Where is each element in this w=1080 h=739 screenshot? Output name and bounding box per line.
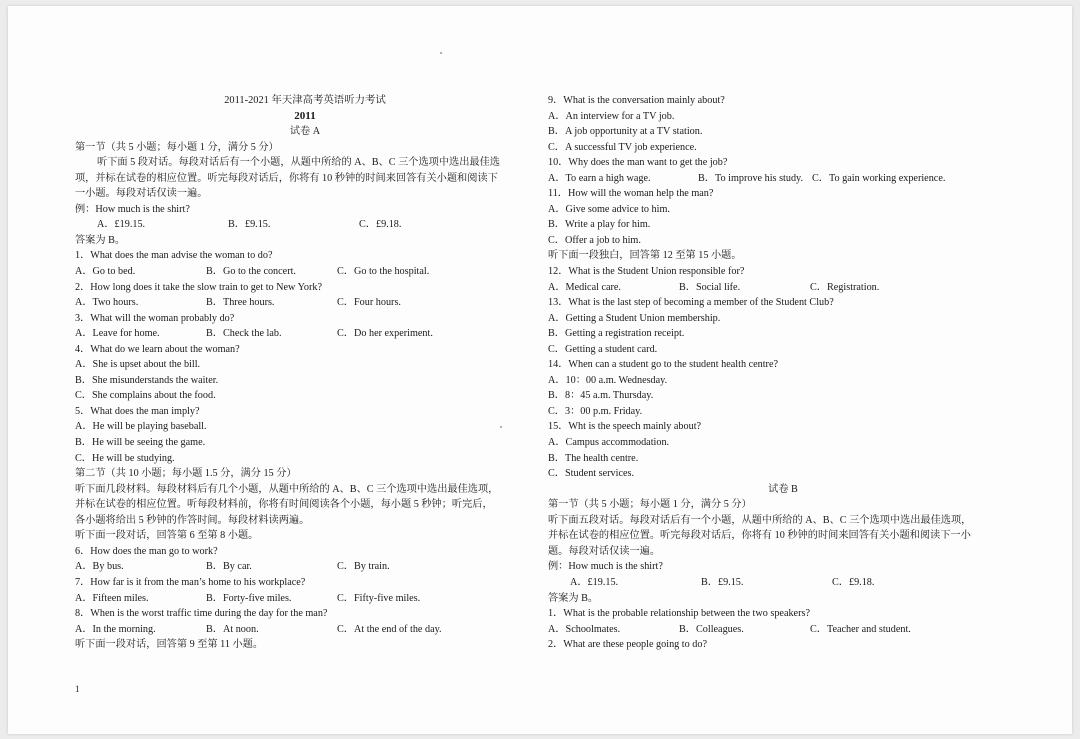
option-a: A．To earn a high wage.: [548, 172, 651, 184]
option-c: C．By train.: [337, 561, 390, 573]
option-a: A．By bus.: [75, 561, 124, 573]
option-c: C．Go to the hospital.: [337, 266, 430, 278]
question-10-options: [548, 171, 1018, 187]
option-b: B．Write a play for him.: [548, 219, 651, 231]
option-c: C．Student services.: [548, 468, 635, 480]
section1-instructions-line3: 一小题。每段对话仅读一遍。: [75, 188, 208, 200]
option-b: B．To improve his study.: [698, 172, 804, 184]
option-a: A．Schoolmates.: [548, 623, 621, 635]
option-a: A．Fifteen miles.: [75, 592, 149, 604]
year-heading: 2011: [294, 109, 316, 122]
option-c: C．3：00 p.m. Friday.: [548, 405, 643, 417]
question-5: 5．What does the man imply?: [75, 405, 200, 417]
option-a: A．Give some advice to him.: [548, 203, 670, 215]
question-1-options: [75, 264, 535, 280]
option-a: A．Getting a Student Union membership.: [548, 312, 721, 324]
left-column: [75, 93, 535, 653]
option-a: A．10：00 a.m. Wednesday.: [548, 374, 668, 386]
option-c: C．Offer a job to him.: [548, 234, 641, 246]
option-a: A．Go to bed.: [75, 266, 136, 278]
option-a: A．He will be playing baseball.: [75, 421, 207, 433]
question-9: 9．What is the conversation mainly about?: [548, 95, 725, 106]
paper-b-question-1-options: [548, 622, 1018, 638]
paper-b-example-answer: 答案为 B。: [548, 592, 599, 604]
option-c: C．Fifty-five miles.: [337, 592, 421, 604]
example-option-c: C．£9.18.: [832, 576, 875, 588]
exam-page: [8, 6, 1072, 734]
paper-b-question-1: 1．What is the probable relationship between the two speakers?: [548, 608, 810, 620]
option-b: B．The health centre.: [548, 452, 639, 464]
paper-b-question-2: 2．What are these people going to do?: [548, 639, 707, 651]
example-options: [75, 217, 535, 233]
option-a: A．She is upset about the bill.: [75, 359, 201, 371]
option-c: C．To gain working experience.: [812, 172, 946, 184]
paper-b-section1-header: 第一节（共 5 小题；每小题 1 分，满分 5 分）: [548, 499, 752, 511]
option-b: B．By car.: [206, 561, 252, 573]
option-c: C．A successful TV job experience.: [548, 141, 697, 153]
question-10: 10．Why does the man want to get the job?: [548, 157, 728, 169]
section1-instructions-line2: 项，并标在试卷的相应位置。听完每段对话后，你将有 10 秒钟的时间来回答有关小题和阅读下: [75, 172, 498, 184]
option-b: B．She misunderstands the waiter.: [75, 374, 219, 386]
option-c: C．She complains about the food.: [75, 390, 216, 402]
question-15: 15．Wht is the speech mainly about?: [548, 421, 702, 433]
question-12: 12．What is the Student Union responsible for?: [548, 266, 745, 278]
monologue-instruction-12-15: 听下面一段独白，回答第 12 至第 15 小题。: [548, 250, 742, 262]
question-6-options: [75, 559, 535, 575]
speck: [440, 52, 442, 54]
option-a: A．Two hours.: [75, 297, 139, 309]
section2-instructions-line1: 听下面几段材料。每段材料后有几个小题，从题中所给的 A、B、C 三个选项中选出最佳选项，: [75, 483, 499, 495]
section1-instructions-line1: 听下面 5 段对话。每段对话后有一个小题，从题中所给的 A、B、C 三个选项中选出最佳选: [97, 157, 500, 169]
example-option-a: A．£19.15.: [97, 219, 146, 231]
page-number: 1: [75, 684, 80, 694]
example-question: 例：How much is the shirt?: [75, 203, 190, 215]
speck: [500, 426, 502, 428]
question-7-options: [75, 591, 535, 607]
question-8: 8．When is the worst traffic time during the day for the man?: [75, 608, 328, 620]
option-a: A．An interview for a TV job.: [548, 110, 675, 122]
example-answer: 答案为 B。: [75, 234, 126, 246]
question-8-options: [75, 622, 535, 638]
example-option-c: C．£9.18.: [359, 219, 402, 231]
example-option-b: B．£9.15.: [701, 576, 744, 588]
paper-b-instructions-line3: 题。每段对话仅读一遍。: [548, 545, 661, 557]
paper-a-heading: 试卷 A: [289, 126, 321, 138]
paper-b-instructions-line1: 听下面五段对话。每段对话后有一个小题，从题中所给的 A、B、C 三个选项中选出最佳选项，: [548, 514, 972, 526]
option-b: B．Getting a registration receipt.: [548, 328, 685, 340]
question-2-options: [75, 295, 535, 311]
option-c: C．He will be studying.: [75, 452, 175, 464]
option-b: B．A job opportunity at a TV station.: [548, 126, 703, 138]
option-c: C．Do her experiment.: [337, 328, 433, 340]
section2-instructions-line3: 各小题将给出 5 秒钟的作答时间。每段材料读两遍。: [75, 514, 310, 526]
paper-b-example-question: 例：How much is the shirt?: [548, 561, 663, 573]
option-b: B．Check the lab.: [206, 328, 282, 340]
option-b: B．At noon.: [206, 623, 259, 635]
option-b: B．Three hours.: [206, 297, 275, 309]
example-option-b: B．£9.15.: [228, 219, 271, 231]
question-6: 6．How does the man go to work?: [75, 545, 218, 557]
question-13: 13．What is the last step of becoming a member of the Student Club?: [548, 297, 834, 309]
option-a: A．In the morning.: [75, 623, 156, 635]
option-c: C．Registration.: [810, 281, 880, 293]
question-1: 1．What does the man advise the woman to do?: [75, 250, 273, 262]
dialogue-instruction-9-11: 听下面一段对话，回答第 9 至第 11 小题。: [75, 639, 264, 651]
option-b: B．Colleagues.: [679, 623, 744, 635]
question-11: 11．How will the woman help the man?: [548, 188, 714, 200]
section1-header: 第一节（共 5 小题；每小题 1 分，满分 5 分）: [75, 141, 279, 153]
paper-b-instructions-line2: 并标在试卷的相应位置。听完每段对话后，你将有 10 秒钟的时间来回答有关小题和阅读下一小: [548, 530, 971, 542]
option-c: C．Four hours.: [337, 297, 401, 309]
option-b: B．Social life.: [679, 281, 741, 293]
option-b: B．Forty-five miles.: [206, 592, 292, 604]
example-option-a: A．£19.15.: [570, 576, 619, 588]
option-c: C．Teacher and student.: [810, 623, 911, 635]
question-7: 7．How far is it from the man’s home to his workplace?: [75, 576, 306, 588]
question-4: 4．What do we learn about the woman?: [75, 343, 240, 355]
option-b: B．8：45 a.m. Thursday.: [548, 390, 654, 402]
section2-instructions-line2: 并标在试卷的相应位置。听每段材料前，你将有时间阅读各个小题，每小题 5 秒钟；听完后，: [75, 499, 493, 511]
question-3: 3．What will the woman probably do?: [75, 312, 235, 324]
option-a: A．Campus accommodation.: [548, 437, 670, 449]
question-2: 2．How long does it take the slow train to get to New York?: [75, 281, 323, 293]
option-c: C．At the end of the day.: [337, 623, 442, 635]
section2-header: 第二节（共 10 小题；每小题 1.5 分，满分 15 分）: [75, 468, 297, 480]
question-14: 14．When can a student go to the student health centre?: [548, 359, 778, 371]
question-12-options: [548, 280, 1018, 296]
document-title: 2011-2021 年天津高考英语听力考试: [224, 95, 386, 106]
option-a: A．Medical care.: [548, 281, 621, 293]
paper-b-example-options: [548, 575, 1018, 591]
option-a: A．Leave for home.: [75, 328, 160, 340]
option-b: B．Go to the concert.: [206, 266, 296, 278]
right-column: [548, 93, 1018, 653]
dialogue-instruction-6-8: 听下面一段对话，回答第 6 至第 8 小题。: [75, 530, 259, 542]
paper-b-heading: 试卷 B: [768, 483, 798, 495]
option-b: B．He will be seeing the game.: [75, 437, 206, 449]
option-c: C．Getting a student card.: [548, 343, 658, 355]
question-3-options: [75, 326, 535, 342]
